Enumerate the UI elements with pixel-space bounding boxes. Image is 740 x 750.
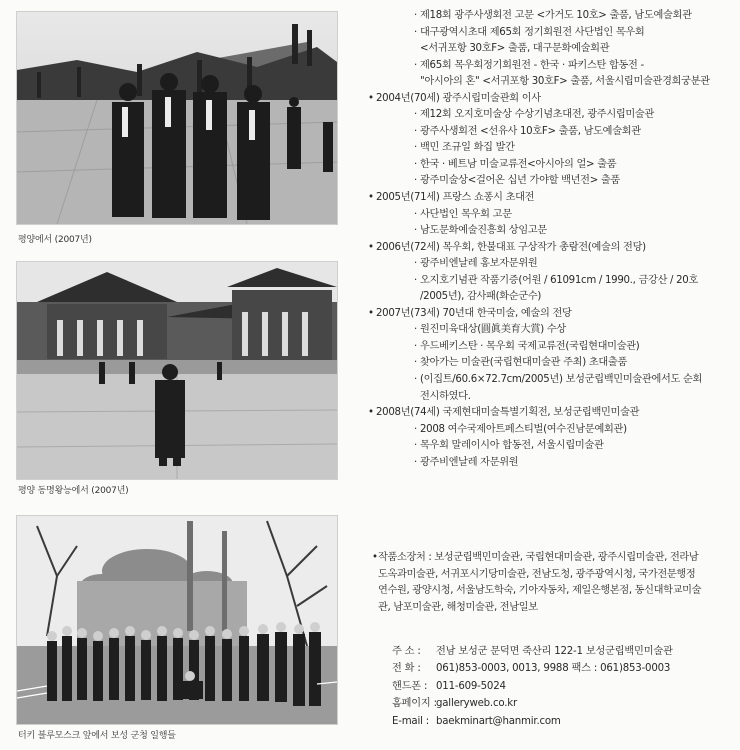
contact-phone <box>392 660 673 677</box>
photo-caption: 터키 블루모스크 앞에서 보성 군청 일행들 <box>18 731 176 741</box>
contact-info <box>392 643 673 730</box>
bio-detail-entry: · 백민 조규일 화집 발간 <box>368 140 736 157</box>
bio-year-entry: • 2004년(70세) 광주시립미술관회 이사 <box>368 91 736 108</box>
bio-detail-entry: · 사단법인 목우회 고문 <box>368 207 736 224</box>
collection-line: 작품소장처 : 보성군립백민미술관, 국립현대미술관, 광주시립미술관, 전라남 <box>378 552 699 563</box>
contact-mobile <box>392 678 673 695</box>
collection-line: 도옥과미술관, 서귀포시기당미술관, 전남도청, 광주광역시청, 국가전문행정 <box>378 568 696 580</box>
bio-detail-entry: · 광주비엔날레 자문위원 <box>368 455 736 472</box>
bio-detail-entry: · 제18회 광주사생회전 고문 <가거도 10호> 출품, 남도예술회관 <box>368 8 736 25</box>
bio-detail-entry: · 광주미술상<걸어온 십년 가야할 백년전> 출품 <box>368 173 736 190</box>
contact-address <box>392 643 673 660</box>
photo-blue-mosque <box>16 515 338 725</box>
bio-detail-entry: · 제12회 오지호미술상 수상기념초대전, 광주시립미술관 <box>368 107 736 124</box>
bio-detail-entry: · 목우회 말레이시아 합동전, 서울시립미술관 <box>368 438 736 455</box>
bio-detail-entry: · 대구광역시초대 제65회 정기회원전 사단법인 목우회 <box>368 25 736 42</box>
bio-year-entry: • 2005년(71세) 프랑스 쇼퐁시 초대전 <box>368 190 736 207</box>
contact-label: E-mail : <box>392 715 430 727</box>
contact-label: 홈페이지 : <box>392 698 437 710</box>
bio-year-entry: • 2008년(74세) 국제현대미술특별기획전, 보성군립백민미술관 <box>368 405 736 422</box>
bio-detail-entry: "아시아의 혼" <서귀포항 30호F> 출품, 서울시립미술관경희궁분관 <box>420 76 710 88</box>
collection-line: 연수원, 광양시청, 서울남도학숙, 기아자동차, 제일은행본점, 동신대학교미술 <box>378 585 702 597</box>
bio-detail-entry: · 한국 · 베트남 미술교류전<아시아의 얼> 출품 <box>368 157 736 174</box>
homepage-link[interactable]: galleryweb.co.kr <box>436 698 517 710</box>
collection-section <box>372 550 734 616</box>
photo-pyongyang <box>16 11 338 225</box>
contact-value: 011-609-5024 <box>436 680 506 692</box>
bio-detail-entry: · 남도문화예술진흥회 상임고문 <box>368 223 736 240</box>
bio-detail-entry: <서귀포항 30호F> 출품, 대구문화예술회관 <box>420 43 610 55</box>
bio-detail-entry: · 원진미육대상(圓眞美育大賞) 수상 <box>368 322 736 339</box>
contact-label: 전 화 : <box>392 663 421 675</box>
collection-line: 관, 남포미술관, 해청미술관, 전남일보 <box>378 601 538 613</box>
bio-detail-entry: 전시하였다. <box>420 390 471 402</box>
bio-year-entry: • 2007년(73세) 70년대 한국미술, 예술의 전당 <box>368 306 736 323</box>
contact-homepage <box>392 695 673 712</box>
photo-palace <box>16 261 338 480</box>
bio-detail-entry: · 광주비엔날레 홍보자문위원 <box>368 256 736 273</box>
bio-detail-entry: /2005년), 감사패(화순군수) <box>420 291 542 303</box>
bio-year-entry: • 2006년(72세) 목우회, 한불대표 구상작가 총람전(예술의 전당) <box>368 240 736 257</box>
bio-detail-entry: · 우드베키스탄 · 목우회 국제교류전(국립현대미술관) <box>368 339 736 356</box>
bio-detail-entry: · 찾아가는 미술관(국립현대미술관 주최) 초대출품 <box>368 355 736 372</box>
photo-caption: 평양 동명왕능에서 (2007년) <box>18 486 129 496</box>
contact-email <box>392 713 673 730</box>
biography-list <box>368 8 736 471</box>
bio-detail-entry: · (이집트/60.6×72.7cm/2005년) 보성군립백민미술관에서도 순회 <box>368 372 736 389</box>
bio-detail-entry: · 오지호기념관 작품기증(어원 / 61091cm / 1990., 금강산 / 20호 <box>368 273 736 290</box>
bio-detail-entry: · 광주사생회전 <선유사 10호F> 출품, 남도예술회관 <box>368 124 736 141</box>
bio-detail-entry: · 제65회 목우회정기회원전 - 한국 · 파키스탄 합동전 - <box>368 58 736 75</box>
email-link[interactable]: baekminart@hanmir.com <box>436 715 561 727</box>
contact-label: 핸드폰 : <box>392 680 428 692</box>
bio-detail-entry: · 2008 여수국제아트페스티벌(여수진남문예회관) <box>368 422 736 439</box>
contact-label: 주 소 : <box>392 646 421 657</box>
photo-caption: 평양에서 (2007년) <box>18 235 92 245</box>
contact-value: 061)853-0003, 0013, 9988 팩스 : 061)853-0003 <box>436 663 671 675</box>
contact-value: 전남 보성군 문덕면 죽산리 122-1 보성군립백민미술관 <box>436 646 673 657</box>
bullet-icon: • <box>372 552 378 563</box>
